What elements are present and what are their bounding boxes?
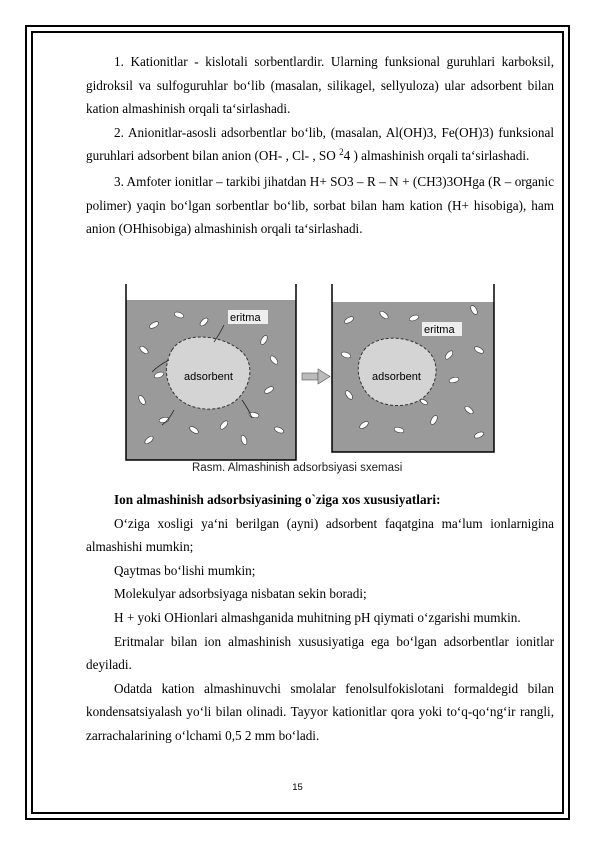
paragraph-anionitlar [86,121,554,170]
right-eritma-label: eritma [424,324,455,336]
sulfate-subscript: 4 [343,148,351,164]
sulfate-charge [339,147,351,164]
transition-arrow [302,369,330,384]
paragraph-kation-smolalar: Odatda kation almashinuvchi smolalar fenolsulfokislotani formaldegid bilan kondensatsiyalash yo‘li bilan olinadi. Tayyor kationitlar qora yoki to‘q-qo‘ng‘ir rangli, zarrachalarining o‘lchami 0,5 2 mm bo‘ladi. [86,680,554,743]
page-number: 15 [292,782,303,793]
figure-caption: Rasm. Almashinish adsorbsiyasi sxemasi [192,462,403,474]
sulfate-superscript: 2 [339,147,344,158]
ion-exchange-diagram [124,280,498,480]
paragraph-ionitlar-definition: Eritmalar bilan ion almashinish xususiyatiga ega bo‘lgan adsorbentlar ionitlar deyiladi. [86,633,554,673]
property-specificity: O‘ziga xosligi ya‘ni berilgan (ayni) adsorbent faqatgina ma‘lum ionlarnigina almashishi mumkin; [86,515,554,555]
property-slow: Molekulyar adsorbsiyaga nisbatan sekin boradi; [114,586,367,602]
ion-exchange-figure [124,280,498,480]
bottom-text-block [86,488,554,748]
paragraph-amfoter: 3. Amfoter ionitlar – tarkibi jihatdan H+ SO3 – R – N + (CH3)3OHga (R – organic polimer) yaqin bo‘lgan sorbentlar bo‘lib, sorbat bilan ham kation (H+ hisobiga), ham anion (OHhisobiga) almashinish orqali ta‘sirlashadi. [86,173,554,237]
paragraph-anionitlar-text: 2. Anionitlar-asosli adsorbentlar bo‘lib, (masalan, Al(OH)3, Fe(OH)3) funksional guruhlari adsorbent bilan anion (OH- , Cl- , SO [86,124,554,164]
property-ph-change: H + yoki OHionlari almashganida muhitning pH qiymati o‘zgarishi mumkin. [114,609,521,625]
right-adsorbent-label: adsorbent [372,371,421,383]
top-text-block [86,50,554,241]
paragraph-kationitlar: 1. Kationitlar - kislotali sorbentlardir. Ularning funksional guruhlari karboksil, gidroksil va sulfoguruhlar bo‘lib (masalan, silikagel, sellyuloza) ular adsorbent bilan kation almashinish orqali ta‘sirlashadi. [86,54,554,117]
paragraph-anionitlar-tail: ) almashinish orqali ta‘sirlashadi. [350,148,530,164]
section-heading: Ion almashinish adsorbsiyasining o`ziga xos xususiyatlari: [114,492,441,507]
left-adsorbent-label: adsorbent [184,371,233,383]
left-eritma-label: eritma [230,312,261,324]
property-irreversible: Qaytmas bo‘lishi mumkin; [114,562,256,578]
